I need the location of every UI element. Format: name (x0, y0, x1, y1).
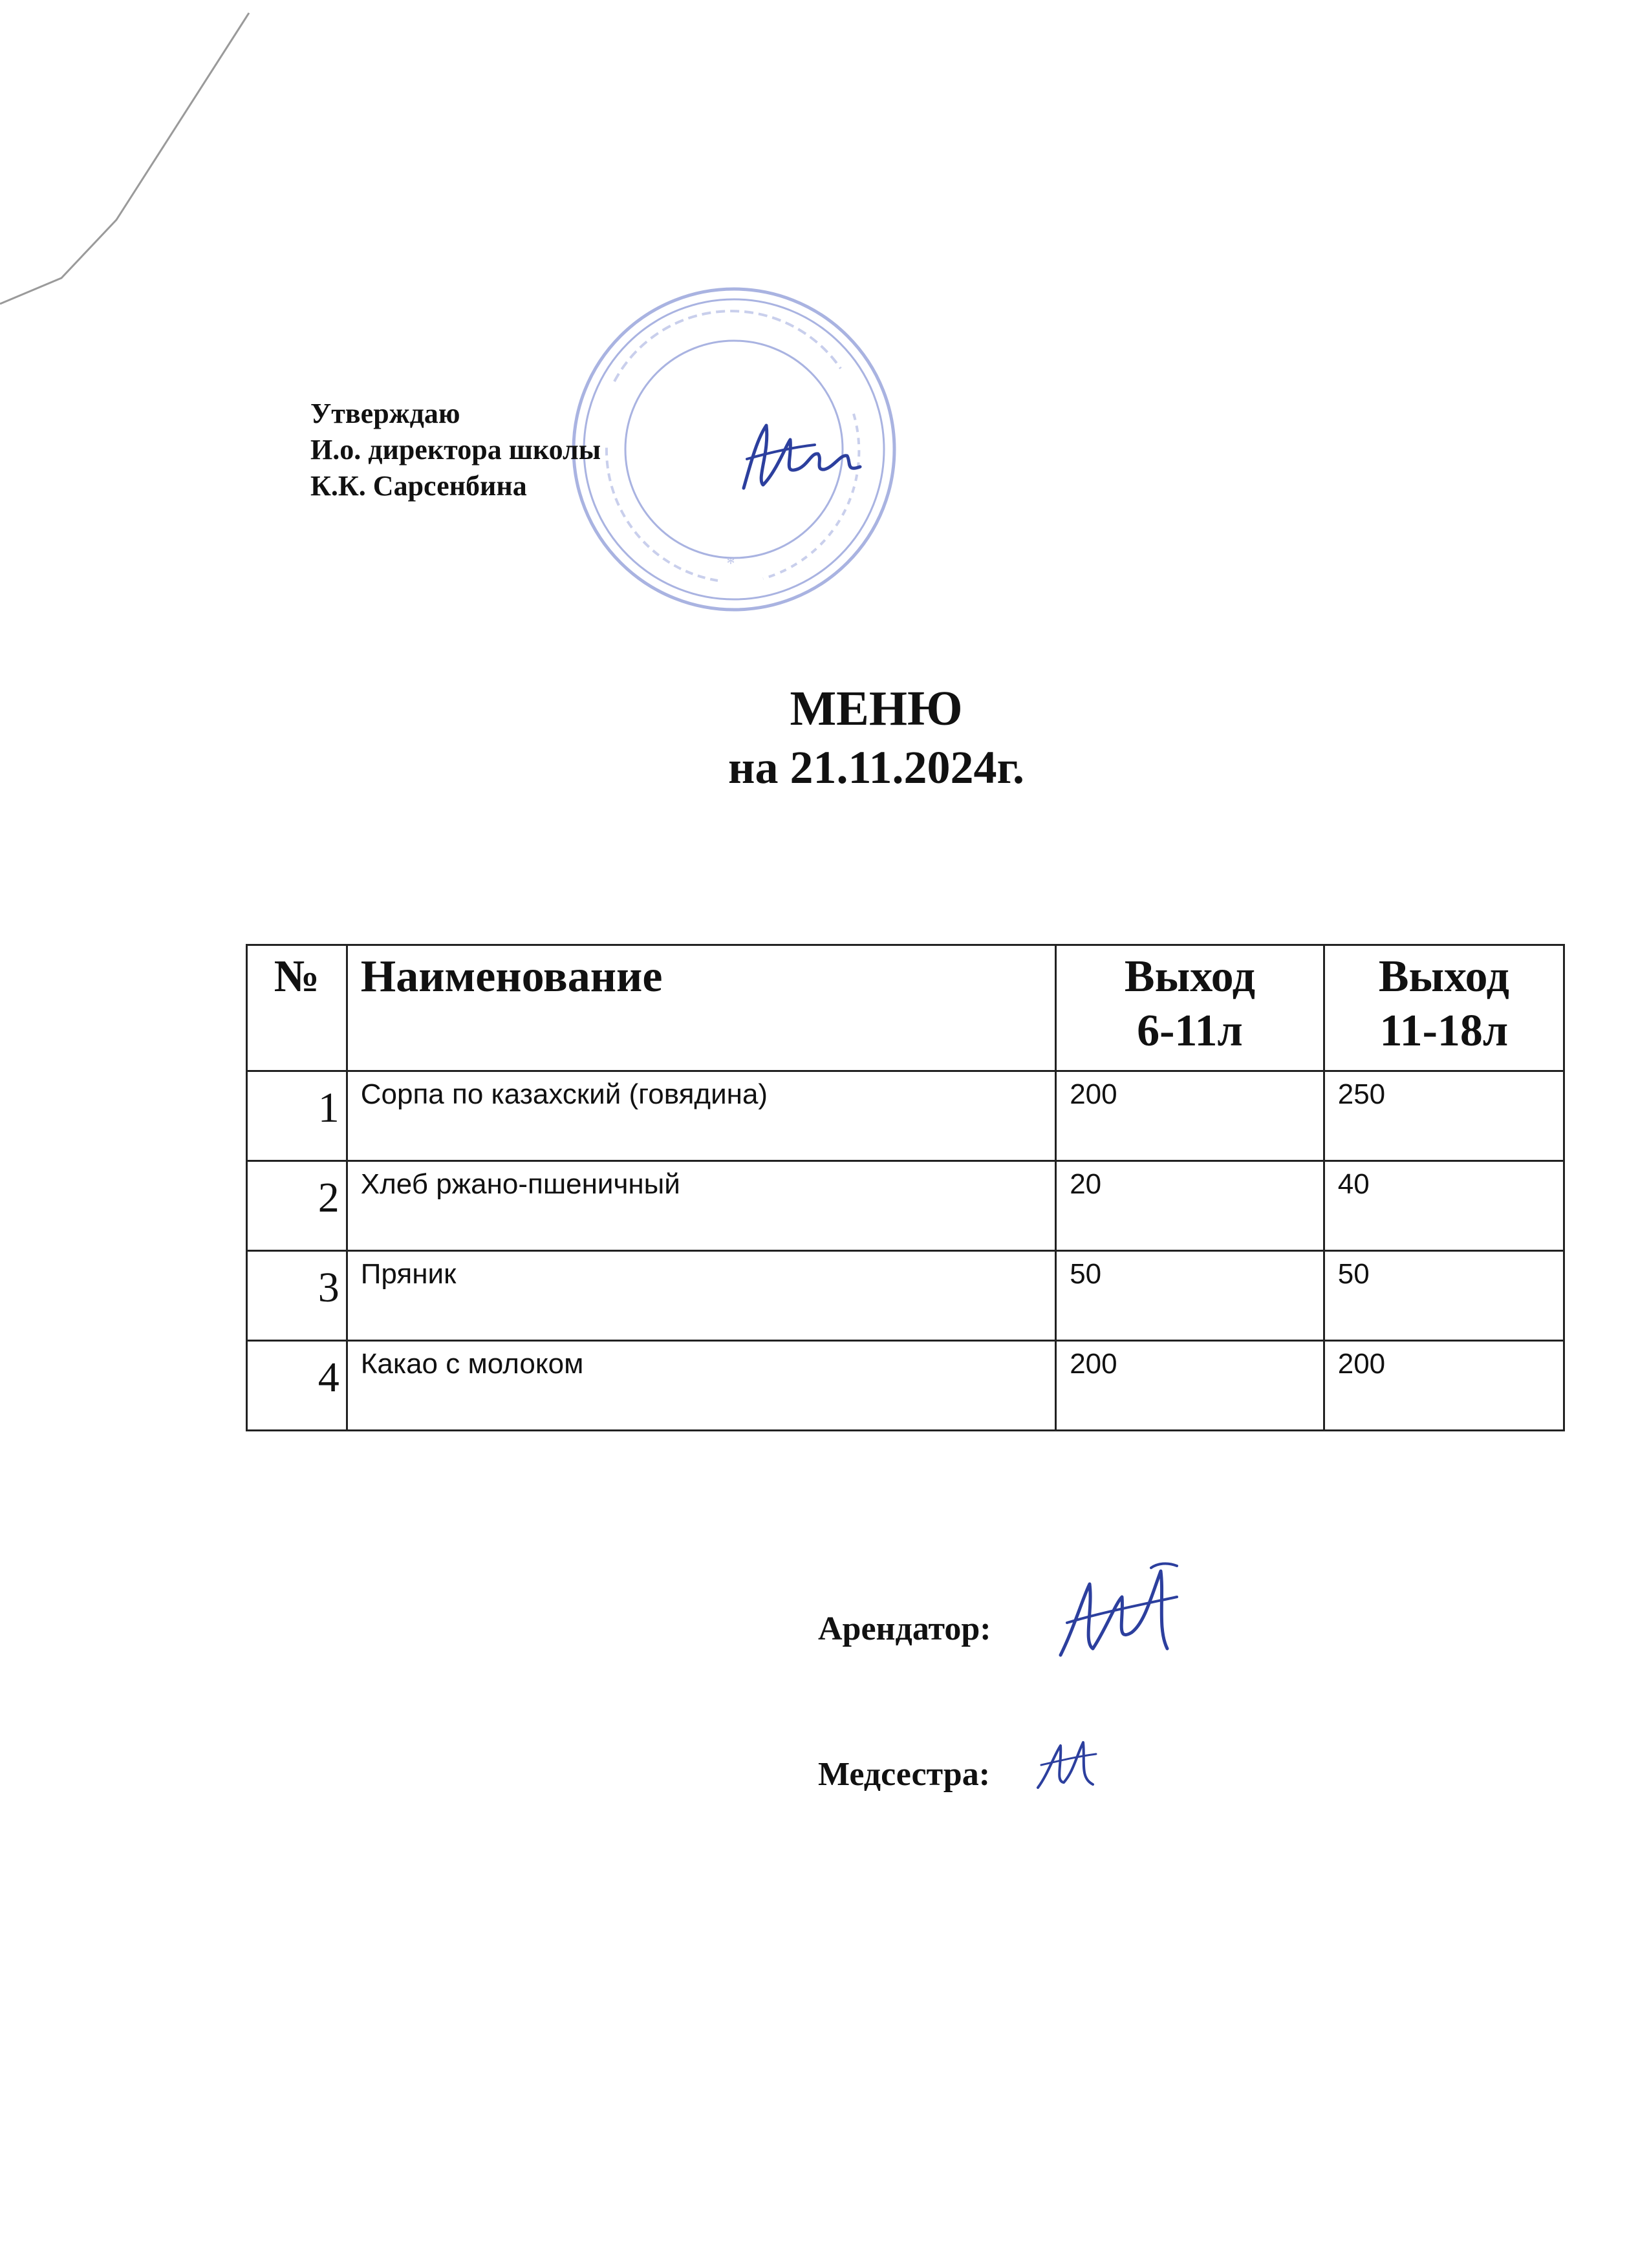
row-number: 2 (247, 1161, 347, 1251)
output-6-11: 200 (1056, 1071, 1324, 1161)
header-number: № (247, 945, 347, 1071)
tenant-label: Арендатор: (818, 1610, 991, 1647)
table-row (247, 1071, 1564, 1161)
header-output-6-11 (1056, 945, 1324, 1071)
header-output-6-11-line2: 6-11л (1137, 1006, 1243, 1056)
header-output-11-18 (1324, 945, 1564, 1071)
table-row (247, 1251, 1564, 1341)
output-11-18: 50 (1324, 1251, 1564, 1341)
approval-heading: Утверждаю (310, 398, 460, 429)
output-6-11: 200 (1056, 1341, 1324, 1431)
dish-name: Какао с молоком (347, 1341, 1055, 1431)
row-number: 1 (247, 1071, 347, 1161)
approval-position: И.о. директора школы (310, 434, 601, 465)
menu-title: МЕНЮ (790, 681, 963, 736)
menu-table (246, 944, 1565, 1431)
output-11-18: 40 (1324, 1161, 1564, 1251)
header-output-6-11-line1: Выход (1124, 952, 1255, 1001)
director-signature (731, 414, 873, 498)
output-11-18: 250 (1324, 1071, 1564, 1161)
header-output-11-18-line2: 11-18л (1379, 1006, 1509, 1056)
table-row (247, 1161, 1564, 1251)
header-name: Наименование (347, 945, 1055, 1071)
header-output-11-18-line1: Выход (1378, 952, 1509, 1001)
row-number: 4 (247, 1341, 347, 1431)
output-6-11: 20 (1056, 1161, 1324, 1251)
svg-text:*: * (726, 554, 735, 573)
approval-name: К.К. Сарсенбина (310, 470, 527, 502)
nurse-label: Медсестра: (818, 1756, 991, 1793)
output-6-11: 50 (1056, 1251, 1324, 1341)
tenant-signature (1054, 1558, 1183, 1668)
menu-table-header (247, 945, 1564, 1071)
dish-name: Хлеб ржано-пшеничный (347, 1161, 1055, 1251)
output-11-18: 200 (1324, 1341, 1564, 1431)
nurse-signature (1035, 1736, 1099, 1794)
table-row (247, 1341, 1564, 1431)
menu-date: на 21.11.2024г. (727, 742, 1025, 793)
approval-block (310, 396, 601, 504)
row-number: 3 (247, 1251, 347, 1341)
dish-name: Пряник (347, 1251, 1055, 1341)
dish-name: Сорпа по казахский (говядина) (347, 1071, 1055, 1161)
document-title (0, 679, 1649, 797)
